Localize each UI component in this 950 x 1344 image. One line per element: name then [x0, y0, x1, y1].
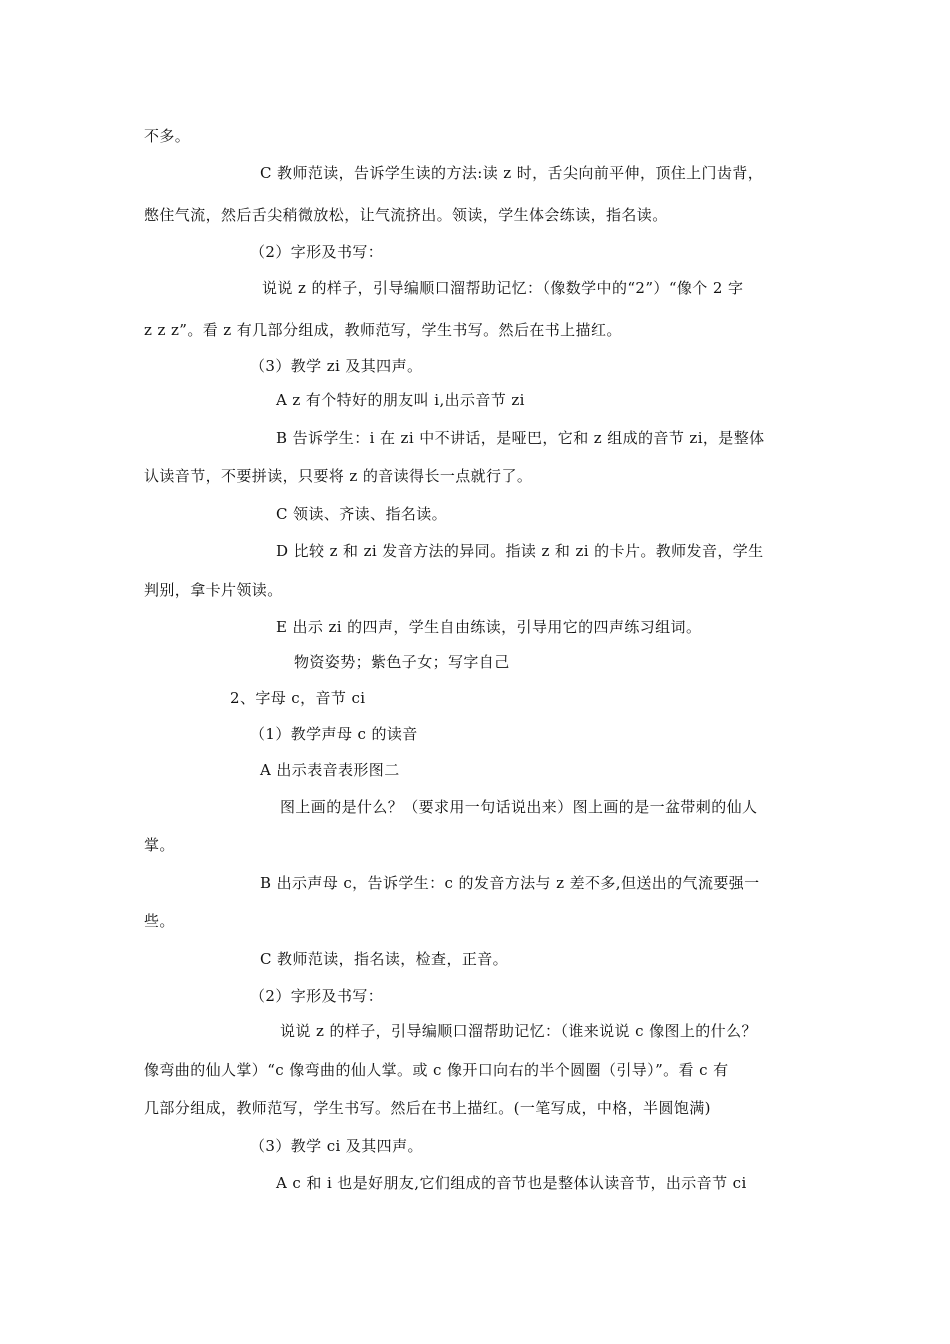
- text-line: 不多。: [144, 127, 191, 145]
- text-line: 说说 z 的样子，引导编顺口溜帮助记忆：（谁来说说 c 像图上的什么？: [280, 1022, 757, 1040]
- text-line: 判别，拿卡片领读。: [144, 581, 283, 599]
- text-line: 掌。: [144, 836, 175, 854]
- text-line: A c 和 i 也是好朋友,它们组成的音节也是整体认读音节，出示音节 ci: [276, 1174, 747, 1192]
- text-line: （1）教学声母 c 的读音: [250, 725, 418, 743]
- text-line: D 比较 z 和 zi 发音方法的异同。指读 z 和 zi 的卡片。教师发音，学生: [276, 542, 764, 560]
- text-line: 物资姿势；紫色子女；写字自己: [294, 653, 510, 671]
- text-line: C 教师范读，指名读，检查，正音。: [260, 950, 509, 968]
- text-line: 几部分组成，教师范写，学生书写。然后在书上描红。(一笔写成，中格，半圆饱满): [144, 1099, 711, 1117]
- text-line: 像弯曲的仙人掌）“c 像弯曲的仙人掌。或 c 像开口向右的半个圆圈（引导）”。看 c 有: [144, 1061, 729, 1079]
- text-line: 认读音节，不要拼读，只要将 z 的音读得长一点就行了。: [144, 467, 533, 485]
- text-line: 说说 z 的样子，引导编顺口溜帮助记忆：（像数学中的“2”）“像个 2 字: [262, 279, 744, 297]
- text-line: A 出示表音表形图二: [260, 761, 400, 779]
- text-line: B 出示声母 c，告诉学生：c 的发音方法与 z 差不多,但送出的气流要强一: [260, 874, 760, 892]
- text-line: E 出示 zi 的四声，学生自由练读，引导用它的四声练习组词。: [276, 618, 702, 636]
- text-line: C 领读、齐读、指名读。: [276, 505, 448, 523]
- text-line: A z 有个特好的朋友叫 i,出示音节 zi: [276, 391, 525, 409]
- text-line: 些。: [144, 912, 175, 930]
- text-line: （3）教学 zi 及其四声。: [250, 357, 423, 375]
- text-line: C 教师范读，告诉学生读的方法:读 z 时，舌尖向前平伸，顶住上门齿背，: [260, 164, 764, 182]
- text-line: 图上画的是什么？（要求用一句话说出来）图上画的是一盆带刺的仙人: [280, 798, 758, 816]
- text-line: B 告诉学生：i 在 zi 中不讲话，是哑巴，它和 z 组成的音节 zi，是整体: [276, 429, 765, 447]
- text-line: z z z”。看 z 有几部分组成，教师范写，学生书写。然后在书上描红。: [144, 321, 622, 339]
- text-line: 憋住气流，然后舌尖稍微放松，让气流挤出。领读，学生体会练读，指名读。: [144, 206, 668, 224]
- text-line: （2）字形及书写：: [250, 243, 384, 261]
- text-line: （3）教学 ci 及其四声。: [250, 1137, 423, 1155]
- text-line: （2）字形及书写：: [250, 987, 384, 1005]
- text-line: 2、字母 c，音节 ci: [230, 689, 366, 707]
